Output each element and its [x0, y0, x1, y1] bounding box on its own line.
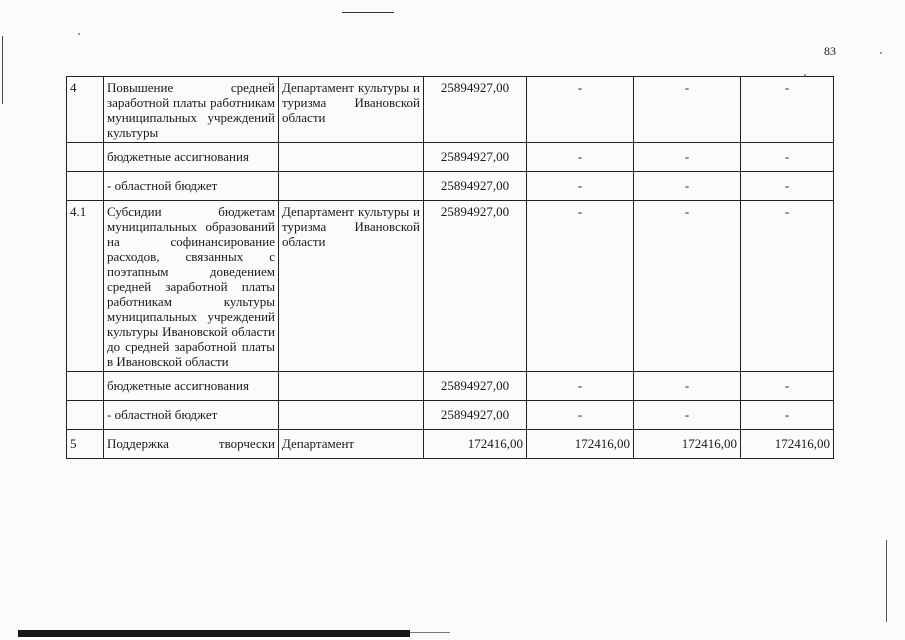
year-3-amount: - — [741, 372, 834, 401]
scan-speck — [78, 33, 80, 35]
measure-name: бюджетные ассигнования — [104, 143, 279, 172]
measure-name: - областной бюджет — [104, 172, 279, 201]
year-2-amount: - — [634, 201, 741, 372]
department — [279, 143, 424, 172]
total-amount: 172416,00 — [424, 430, 527, 459]
row-number — [67, 401, 104, 430]
measure-name: Поддержка творчески — [104, 430, 279, 459]
year-3-amount: - — [741, 143, 834, 172]
measure-name: Повышение средней заработной платы работникам муниципальных учреждений культуры — [104, 77, 279, 143]
year-1-amount: - — [527, 143, 634, 172]
table-row — [67, 401, 834, 430]
row-number: 4 — [67, 77, 104, 143]
department: Департамент культуры и туризма Ивановской области — [279, 201, 424, 372]
department: Департамент — [279, 430, 424, 459]
scan-speck — [880, 52, 882, 54]
row-number — [67, 143, 104, 172]
year-1-amount: - — [527, 372, 634, 401]
page-number: 83 — [824, 44, 836, 58]
year-1-amount: 172416,00 — [527, 430, 634, 459]
scan-edge-bottom — [18, 630, 410, 637]
department — [279, 401, 424, 430]
year-2-amount: - — [634, 77, 741, 143]
row-number — [67, 372, 104, 401]
department — [279, 372, 424, 401]
top-rule — [342, 12, 394, 13]
year-3-amount: - — [741, 401, 834, 430]
row-number: 4.1 — [67, 201, 104, 372]
year-1-amount: - — [527, 201, 634, 372]
year-2-amount: - — [634, 401, 741, 430]
year-1-amount: - — [527, 401, 634, 430]
total-amount: 25894927,00 — [424, 172, 527, 201]
year-2-amount: 172416,00 — [634, 430, 741, 459]
year-3-amount: - — [741, 172, 834, 201]
row-number — [67, 172, 104, 201]
year-2-amount: - — [634, 172, 741, 201]
department — [279, 172, 424, 201]
total-amount: 25894927,00 — [424, 77, 527, 143]
year-2-amount: - — [634, 372, 741, 401]
table-row — [67, 372, 834, 401]
year-3-amount: - — [741, 77, 834, 143]
total-amount: 25894927,00 — [424, 372, 527, 401]
table-row — [67, 430, 834, 459]
year-3-amount: 172416,00 — [741, 430, 834, 459]
total-amount: 25894927,00 — [424, 143, 527, 172]
total-amount: 25894927,00 — [424, 201, 527, 372]
table-row — [67, 201, 834, 372]
year-2-amount: - — [634, 143, 741, 172]
budget-table — [66, 76, 834, 459]
row-number: 5 — [67, 430, 104, 459]
year-1-amount: - — [527, 172, 634, 201]
measure-name: бюджетные ассигнования — [104, 372, 279, 401]
scan-edge-bottom-faint — [410, 632, 450, 633]
year-3-amount: - — [741, 201, 834, 372]
table-row — [67, 77, 834, 143]
table-row — [67, 143, 834, 172]
scan-edge-right — [886, 540, 887, 622]
total-amount: 25894927,00 — [424, 401, 527, 430]
table-row — [67, 172, 834, 201]
scan-edge-left — [2, 36, 3, 104]
measure-name: Субсидии бюджетам муниципальных образований на софинансирование расходов, связанных с поэтапным доведением средней заработной платы работникам культуры муниципальных учреждений культуры Ивановской области до средней заработной платы в Ивановской области — [104, 201, 279, 372]
measure-name: - областной бюджет — [104, 401, 279, 430]
department: Департамент культуры и туризма Ивановской области — [279, 77, 424, 143]
year-1-amount: - — [527, 77, 634, 143]
